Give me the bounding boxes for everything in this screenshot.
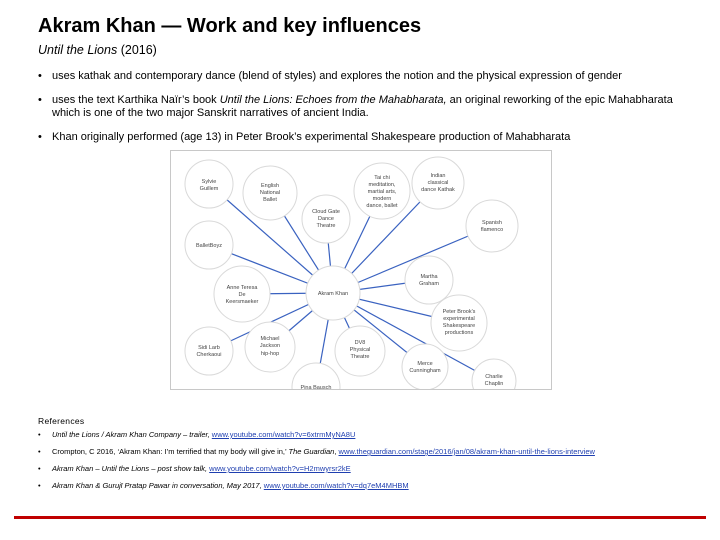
node-indian-kathak xyxy=(412,157,464,209)
bullet-text: uses kathak and contemporary dance (blend of styles) and explores the notion and the physical expression of gender xyxy=(52,70,622,82)
node-label: Indian xyxy=(430,173,446,179)
node-label: martial arts, xyxy=(367,189,397,195)
node-sylvie-guillem xyxy=(185,160,233,208)
bullet-item xyxy=(38,94,698,120)
node-label: meditation, xyxy=(368,182,396,188)
bullet-list xyxy=(38,70,698,155)
reference-source: The Guardian xyxy=(288,447,335,456)
reference-item xyxy=(38,430,688,440)
slide-title: Akram Khan — Work and key influences xyxy=(38,15,422,37)
subtitle-year: (2016) xyxy=(120,43,157,57)
node-label: Jackson xyxy=(259,343,281,349)
node-label: flamenco xyxy=(480,227,504,233)
node-label: Anne Teresa xyxy=(226,285,258,291)
reference-item xyxy=(38,464,688,474)
node-akram-khan xyxy=(306,266,360,320)
reference-link[interactable]: www.theguardian.com/stage/2016/jan/08/akram-khan-until-the-lions-interview xyxy=(338,447,595,456)
node-label: experimental xyxy=(443,316,475,322)
node-label: Theatre xyxy=(350,354,370,360)
node-label: Theatre xyxy=(316,223,336,229)
node-label: DV8 xyxy=(354,340,366,346)
node-label: Chaplin xyxy=(484,381,504,387)
node-cloud-gate xyxy=(302,195,350,243)
node-label: Shakespeare xyxy=(442,323,476,329)
node-label: Guillem xyxy=(199,186,219,192)
node-label: Cloud Gate xyxy=(312,209,340,215)
node-label: dance, ballet xyxy=(366,203,398,209)
node-sidi-larbi xyxy=(185,327,233,375)
node-label: Dance xyxy=(318,216,334,222)
node-label: De xyxy=(238,292,246,298)
reference-link[interactable]: www.youtube.com/watch?v=dq7eM4MHBM xyxy=(263,481,409,490)
reference-link[interactable]: www.youtube.com/watch?v=6xtrmMyNA8U xyxy=(211,430,356,439)
node-merce-cunningham xyxy=(402,344,448,389)
reference-text: Until the Lions / Akram Khan Company – trailer, xyxy=(52,430,212,439)
bullet-item xyxy=(38,70,698,83)
references-list xyxy=(38,430,688,498)
node-label: Merce xyxy=(417,361,433,367)
node-michael-jackson xyxy=(245,322,295,372)
reference-text: , xyxy=(334,447,339,456)
node-label: hip-hop xyxy=(260,351,280,357)
bullet-item xyxy=(38,131,698,144)
bottom-accent-rule xyxy=(14,516,706,519)
node-label: Peter Brook's xyxy=(442,309,476,315)
influence-diagram xyxy=(170,150,552,390)
reference-link[interactable]: www.youtube.com/watch?v=H2mwyrsr2kE xyxy=(209,464,351,473)
reference-item xyxy=(38,447,688,457)
reference-text: Akram Khan & Gurujī Pratap Pawar in conversation, May 2017, xyxy=(52,481,264,490)
node-balletboyz xyxy=(185,221,233,269)
node-pina-bausch xyxy=(292,363,340,389)
node-label: productions xyxy=(444,330,474,336)
node-english-national-ballet xyxy=(243,166,297,220)
node-label: National xyxy=(259,190,281,196)
influence-diagram-svg xyxy=(171,151,551,389)
node-label: Keersmaeker xyxy=(225,299,259,305)
node-label: Ballet xyxy=(263,197,277,203)
node-label: Sylvie xyxy=(201,179,217,185)
reference-item xyxy=(38,481,688,491)
node-tai-chi xyxy=(354,163,410,219)
node-label: dance Kathak xyxy=(421,187,455,193)
node-label: Tai chi xyxy=(374,175,390,181)
bullet-text: an original reworking of the epic Mahabharata which is one of the two major Sanskrit narratives of ancient India. xyxy=(52,94,673,119)
reference-text: Crompton, C 2016, ‘Akram Khan: I’m terrified that my body will give in,’ xyxy=(52,447,289,456)
subtitle-work: Until the Lions xyxy=(38,43,118,57)
slide-subtitle xyxy=(38,43,157,57)
node-label: Cherkaoui xyxy=(196,352,222,358)
node-peter-brook xyxy=(431,295,487,351)
node-label: Charlie xyxy=(485,374,503,380)
node-label: Michael xyxy=(260,336,280,342)
node-label: Martha xyxy=(420,274,438,280)
node-dv8 xyxy=(335,326,385,376)
node-label: Graham xyxy=(419,281,439,287)
node-martha-graham xyxy=(405,256,453,304)
bullet-text: uses the text Karthika Naïr’s book xyxy=(52,94,220,106)
node-spanish-flamenco xyxy=(466,200,518,252)
bullet-italic-text: Until the Lions: Echoes from the Mahabharata, xyxy=(219,94,447,106)
node-label: English xyxy=(260,183,280,189)
node-label: Spanish xyxy=(482,220,502,226)
node-label: BalletBoyz xyxy=(196,243,222,249)
reference-text: Akram Khan – Until the Lions – post show talk, xyxy=(52,464,210,473)
node-label: Akram Khan xyxy=(317,291,349,297)
node-label: classical xyxy=(427,180,449,186)
node-anne-teresa xyxy=(214,266,270,322)
node-label: Cunningham xyxy=(409,368,441,374)
node-label: Pina Bausch xyxy=(300,385,332,389)
node-label: Sidi Larb xyxy=(198,345,220,351)
bullet-text: Khan originally performed (age 13) in Peter Brook’s experimental Shakespeare production of Mahabharata xyxy=(52,131,571,143)
node-label: modern xyxy=(372,196,392,202)
references-heading: References xyxy=(38,416,85,426)
node-label: Physical xyxy=(349,347,371,353)
node-charlie-chaplin xyxy=(472,359,516,389)
